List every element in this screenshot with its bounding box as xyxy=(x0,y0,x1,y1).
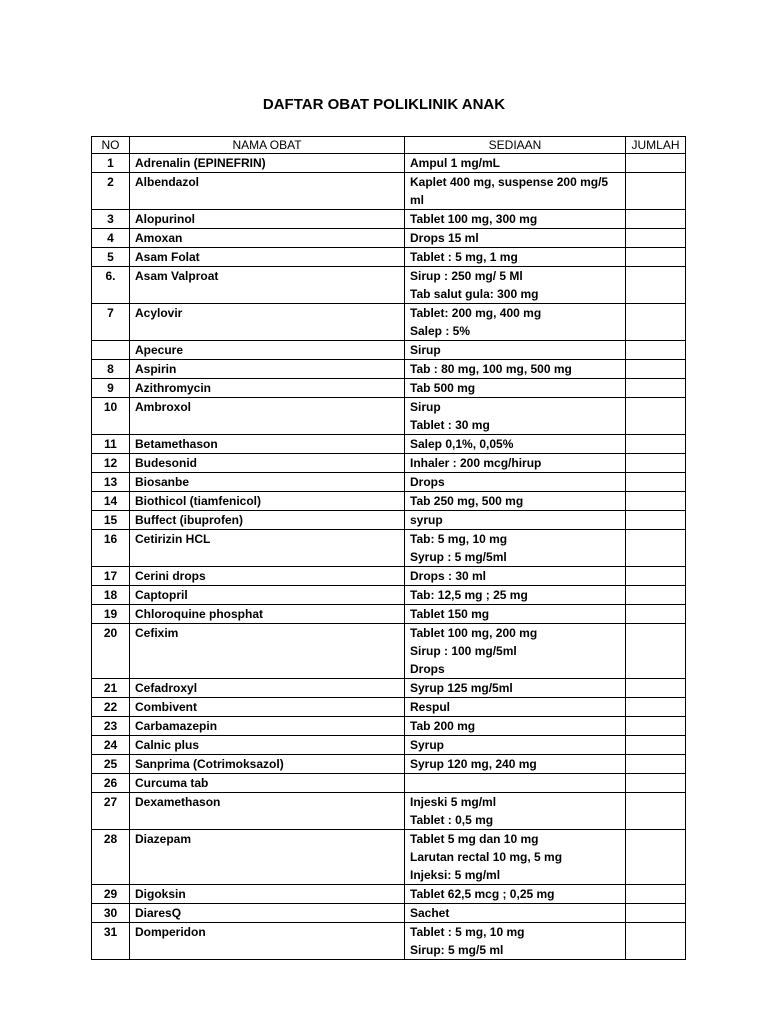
table-row xyxy=(92,774,686,793)
sediaan-line xyxy=(410,774,620,792)
jumlah-cell xyxy=(626,830,686,885)
jumlah-cell xyxy=(626,473,686,492)
medicine-name: Biothicol (tiamfenicol) xyxy=(130,492,405,511)
jumlah-cell xyxy=(626,923,686,960)
table-row xyxy=(92,586,686,605)
medicine-name: Alopurinol xyxy=(130,210,405,229)
sediaan-line: Tablet 62,5 mcg ; 0,25 mg xyxy=(410,887,555,901)
row-number: 26 xyxy=(92,774,130,793)
column-header-jumlah: JUMLAH xyxy=(626,137,686,154)
sediaan-line: Sirup : 250 mg/ 5 Ml xyxy=(410,269,523,283)
sediaan-line: Sachet xyxy=(410,906,450,920)
table-row xyxy=(92,435,686,454)
medicine-name: Calnic plus xyxy=(130,736,405,755)
table-body xyxy=(92,154,686,960)
table-row xyxy=(92,904,686,923)
sediaan-cell xyxy=(405,210,626,229)
jumlah-cell xyxy=(626,698,686,717)
jumlah-cell xyxy=(626,605,686,624)
jumlah-cell xyxy=(626,567,686,586)
jumlah-cell xyxy=(626,679,686,698)
sediaan-line: Tablet 100 mg, 200 mg xyxy=(410,626,538,640)
sediaan-line: Sirup xyxy=(410,400,441,414)
jumlah-cell xyxy=(626,173,686,210)
table-row xyxy=(92,267,686,304)
table-row xyxy=(92,154,686,173)
table-row xyxy=(92,229,686,248)
sediaan-line: Tablet: 200 mg, 400 mg xyxy=(410,306,542,320)
row-number: 10 xyxy=(92,398,130,435)
sediaan-cell xyxy=(405,435,626,454)
sediaan-cell xyxy=(405,885,626,904)
sediaan-cell xyxy=(405,454,626,473)
jumlah-cell xyxy=(626,267,686,304)
sediaan-line: Tab: 5 mg, 10 mg xyxy=(410,532,508,546)
sediaan-line: Tab : 80 mg, 100 mg, 500 mg xyxy=(410,362,572,376)
table-row xyxy=(92,679,686,698)
sediaan-cell xyxy=(405,774,626,793)
sediaan-line: Salep 0,1%, 0,05% xyxy=(410,437,514,451)
sediaan-line: Sirup: 5 mg/5 ml xyxy=(410,943,504,957)
table-row xyxy=(92,248,686,267)
jumlah-cell xyxy=(626,511,686,530)
row-number: 17 xyxy=(92,567,130,586)
medicine-name: Adrenalin (EPINEFRIN) xyxy=(130,154,405,173)
table-row xyxy=(92,173,686,210)
jumlah-cell xyxy=(626,586,686,605)
row-number: 1 xyxy=(92,154,130,173)
medicine-name: Albendazol xyxy=(130,173,405,210)
row-number: 30 xyxy=(92,904,130,923)
table-row xyxy=(92,398,686,435)
jumlah-cell xyxy=(626,154,686,173)
column-header-sediaan: SEDIAAN xyxy=(405,137,626,154)
page-title: DAFTAR OBAT POLIKLINIK ANAK xyxy=(262,96,506,113)
sediaan-line: Drops 15 ml xyxy=(410,231,479,245)
sediaan-line: ml xyxy=(410,193,425,207)
row-number: 24 xyxy=(92,736,130,755)
sediaan-cell xyxy=(405,341,626,360)
sediaan-line: Sirup xyxy=(410,343,441,357)
row-number: 22 xyxy=(92,698,130,717)
row-number: 31 xyxy=(92,923,130,960)
row-number: 3 xyxy=(92,210,130,229)
sediaan-cell xyxy=(405,717,626,736)
medicine-name: Captopril xyxy=(130,586,405,605)
table-row xyxy=(92,341,686,360)
sediaan-cell xyxy=(405,511,626,530)
sediaan-cell xyxy=(405,229,626,248)
row-number: 21 xyxy=(92,679,130,698)
sediaan-line: Tab 200 mg xyxy=(410,719,476,733)
table-row xyxy=(92,830,686,885)
jumlah-cell xyxy=(626,229,686,248)
medicine-name: Ambroxol xyxy=(130,398,405,435)
medicine-name: Buffect (ibuprofen) xyxy=(130,511,405,530)
sediaan-cell xyxy=(405,154,626,173)
sediaan-line: Drops xyxy=(410,475,445,489)
table-row xyxy=(92,624,686,679)
jumlah-cell xyxy=(626,248,686,267)
sediaan-cell xyxy=(405,473,626,492)
sediaan-cell xyxy=(405,605,626,624)
jumlah-cell xyxy=(626,304,686,341)
medicine-name: Domperidon xyxy=(130,923,405,960)
sediaan-cell xyxy=(405,923,626,960)
jumlah-cell xyxy=(626,793,686,830)
table-row xyxy=(92,698,686,717)
sediaan-line: Salep : 5% xyxy=(410,324,471,338)
jumlah-cell xyxy=(626,435,686,454)
sediaan-cell xyxy=(405,267,626,304)
row-number: 14 xyxy=(92,492,130,511)
row-number: 12 xyxy=(92,454,130,473)
column-header-name: NAMA OBAT xyxy=(130,137,405,154)
sediaan-line: Inhaler : 200 mcg/hirup xyxy=(410,456,542,470)
table-row xyxy=(92,454,686,473)
sediaan-cell xyxy=(405,793,626,830)
medicine-name: Apecure xyxy=(130,341,405,360)
medicine-name: Budesonid xyxy=(130,454,405,473)
row-number: 5 xyxy=(92,248,130,267)
medicine-name: Curcuma tab xyxy=(130,774,405,793)
sediaan-line: Tablet : 5 mg, 1 mg xyxy=(410,250,518,264)
sediaan-cell xyxy=(405,248,626,267)
sediaan-line: Tablet : 0,5 mg xyxy=(410,813,494,827)
medicine-name: Cetirizin HCL xyxy=(130,530,405,567)
sediaan-line: Tab salut gula: 300 mg xyxy=(410,287,539,301)
sediaan-cell xyxy=(405,304,626,341)
sediaan-cell xyxy=(405,736,626,755)
sediaan-cell xyxy=(405,567,626,586)
jumlah-cell xyxy=(626,360,686,379)
medicine-name: Biosanbe xyxy=(130,473,405,492)
jumlah-cell xyxy=(626,530,686,567)
table-row xyxy=(92,210,686,229)
row-number: 27 xyxy=(92,793,130,830)
row-number: 28 xyxy=(92,830,130,885)
row-number: 7 xyxy=(92,304,130,341)
jumlah-cell xyxy=(626,398,686,435)
table-row xyxy=(92,605,686,624)
table-row xyxy=(92,473,686,492)
jumlah-cell xyxy=(626,904,686,923)
medicine-name: Diazepam xyxy=(130,830,405,885)
sediaan-cell xyxy=(405,624,626,679)
row-number: 25 xyxy=(92,755,130,774)
jumlah-cell xyxy=(626,341,686,360)
table-row xyxy=(92,885,686,904)
sediaan-line: Tablet 5 mg dan 10 mg xyxy=(410,832,539,846)
sediaan-line: Respul xyxy=(410,700,451,714)
sediaan-line: Syrup 125 mg/5ml xyxy=(410,681,513,695)
sediaan-line: Drops : 30 ml xyxy=(410,569,487,583)
jumlah-cell xyxy=(626,624,686,679)
medicine-name: DiaresQ xyxy=(130,904,405,923)
row-number: 2 xyxy=(92,173,130,210)
jumlah-cell xyxy=(626,210,686,229)
medicine-name: Combivent xyxy=(130,698,405,717)
row-number: 20 xyxy=(92,624,130,679)
table-row xyxy=(92,793,686,830)
sediaan-cell xyxy=(405,360,626,379)
jumlah-cell xyxy=(626,454,686,473)
sediaan-line: Ampul 1 mg/mL xyxy=(410,156,501,170)
jumlah-cell xyxy=(626,492,686,511)
sediaan-cell xyxy=(405,755,626,774)
table-row xyxy=(92,304,686,341)
sediaan-line: Kaplet 400 mg, suspense 200 mg/5 xyxy=(410,175,609,189)
sediaan-cell xyxy=(405,492,626,511)
table-row xyxy=(92,511,686,530)
sediaan-line: Tab 500 mg xyxy=(410,381,476,395)
row-number: 6. xyxy=(92,267,130,304)
row-number: 15 xyxy=(92,511,130,530)
sediaan-line: Larutan rectal 10 mg, 5 mg xyxy=(410,850,563,864)
row-number: 23 xyxy=(92,717,130,736)
medicine-name: Aspirin xyxy=(130,360,405,379)
table-row xyxy=(92,492,686,511)
row-number: 18 xyxy=(92,586,130,605)
medicine-name: Chloroquine phosphat xyxy=(130,605,405,624)
row-number xyxy=(92,341,130,360)
sediaan-cell xyxy=(405,379,626,398)
sediaan-cell xyxy=(405,586,626,605)
row-number: 16 xyxy=(92,530,130,567)
row-number: 29 xyxy=(92,885,130,904)
row-number: 19 xyxy=(92,605,130,624)
table-row xyxy=(92,717,686,736)
sediaan-line: Tab 250 mg, 500 mg xyxy=(410,494,524,508)
table-header-row xyxy=(92,137,686,154)
medicine-name: Betamethason xyxy=(130,435,405,454)
table-row xyxy=(92,530,686,567)
sediaan-line: Syrup : 5 mg/5ml xyxy=(410,550,507,564)
medicine-name: Cefadroxyl xyxy=(130,679,405,698)
sediaan-line: Tablet : 30 mg xyxy=(410,418,490,432)
medicine-table xyxy=(91,136,686,960)
jumlah-cell xyxy=(626,755,686,774)
jumlah-cell xyxy=(626,717,686,736)
medicine-name: Asam Folat xyxy=(130,248,405,267)
sediaan-cell xyxy=(405,830,626,885)
sediaan-line: Tablet 100 mg, 300 mg xyxy=(410,212,538,226)
sediaan-line: syrup xyxy=(410,513,443,527)
medicine-name: Cerini drops xyxy=(130,567,405,586)
medicine-name: Amoxan xyxy=(130,229,405,248)
sediaan-cell xyxy=(405,698,626,717)
sediaan-line: Drops xyxy=(410,662,445,676)
row-number: 8 xyxy=(92,360,130,379)
sediaan-cell xyxy=(405,173,626,210)
table-row xyxy=(92,360,686,379)
sediaan-cell xyxy=(405,679,626,698)
jumlah-cell xyxy=(626,885,686,904)
table-row xyxy=(92,736,686,755)
medicine-name: Sanprima (Cotrimoksazol) xyxy=(130,755,405,774)
medicine-name: Dexamethason xyxy=(130,793,405,830)
sediaan-line: Syrup xyxy=(410,738,445,752)
sediaan-cell xyxy=(405,530,626,567)
medicine-name: Asam Valproat xyxy=(130,267,405,304)
medicine-name: Azithromycin xyxy=(130,379,405,398)
sediaan-line: Injeski 5 mg/ml xyxy=(410,795,497,809)
medicine-name: Carbamazepin xyxy=(130,717,405,736)
sediaan-line: Injeksi: 5 mg/ml xyxy=(410,868,501,882)
row-number: 11 xyxy=(92,435,130,454)
row-number: 9 xyxy=(92,379,130,398)
table-row xyxy=(92,567,686,586)
sediaan-cell xyxy=(405,904,626,923)
medicine-name: Digoksin xyxy=(130,885,405,904)
row-number: 13 xyxy=(92,473,130,492)
sediaan-line: Tablet : 5 mg, 10 mg xyxy=(410,925,525,939)
medicine-name: Acylovir xyxy=(130,304,405,341)
sediaan-line: Tab: 12,5 mg ; 25 mg xyxy=(410,588,528,602)
row-number: 4 xyxy=(92,229,130,248)
jumlah-cell xyxy=(626,736,686,755)
medicine-name: Cefixim xyxy=(130,624,405,679)
table-row xyxy=(92,923,686,960)
jumlah-cell xyxy=(626,379,686,398)
sediaan-line: Syrup 120 mg, 240 mg xyxy=(410,757,537,771)
jumlah-cell xyxy=(626,774,686,793)
sediaan-line: Sirup : 100 mg/5ml xyxy=(410,644,517,658)
column-header-no: NO xyxy=(92,137,130,154)
sediaan-cell xyxy=(405,398,626,435)
table-row xyxy=(92,379,686,398)
table-row xyxy=(92,755,686,774)
sediaan-line: Tablet 150 mg xyxy=(410,607,490,621)
